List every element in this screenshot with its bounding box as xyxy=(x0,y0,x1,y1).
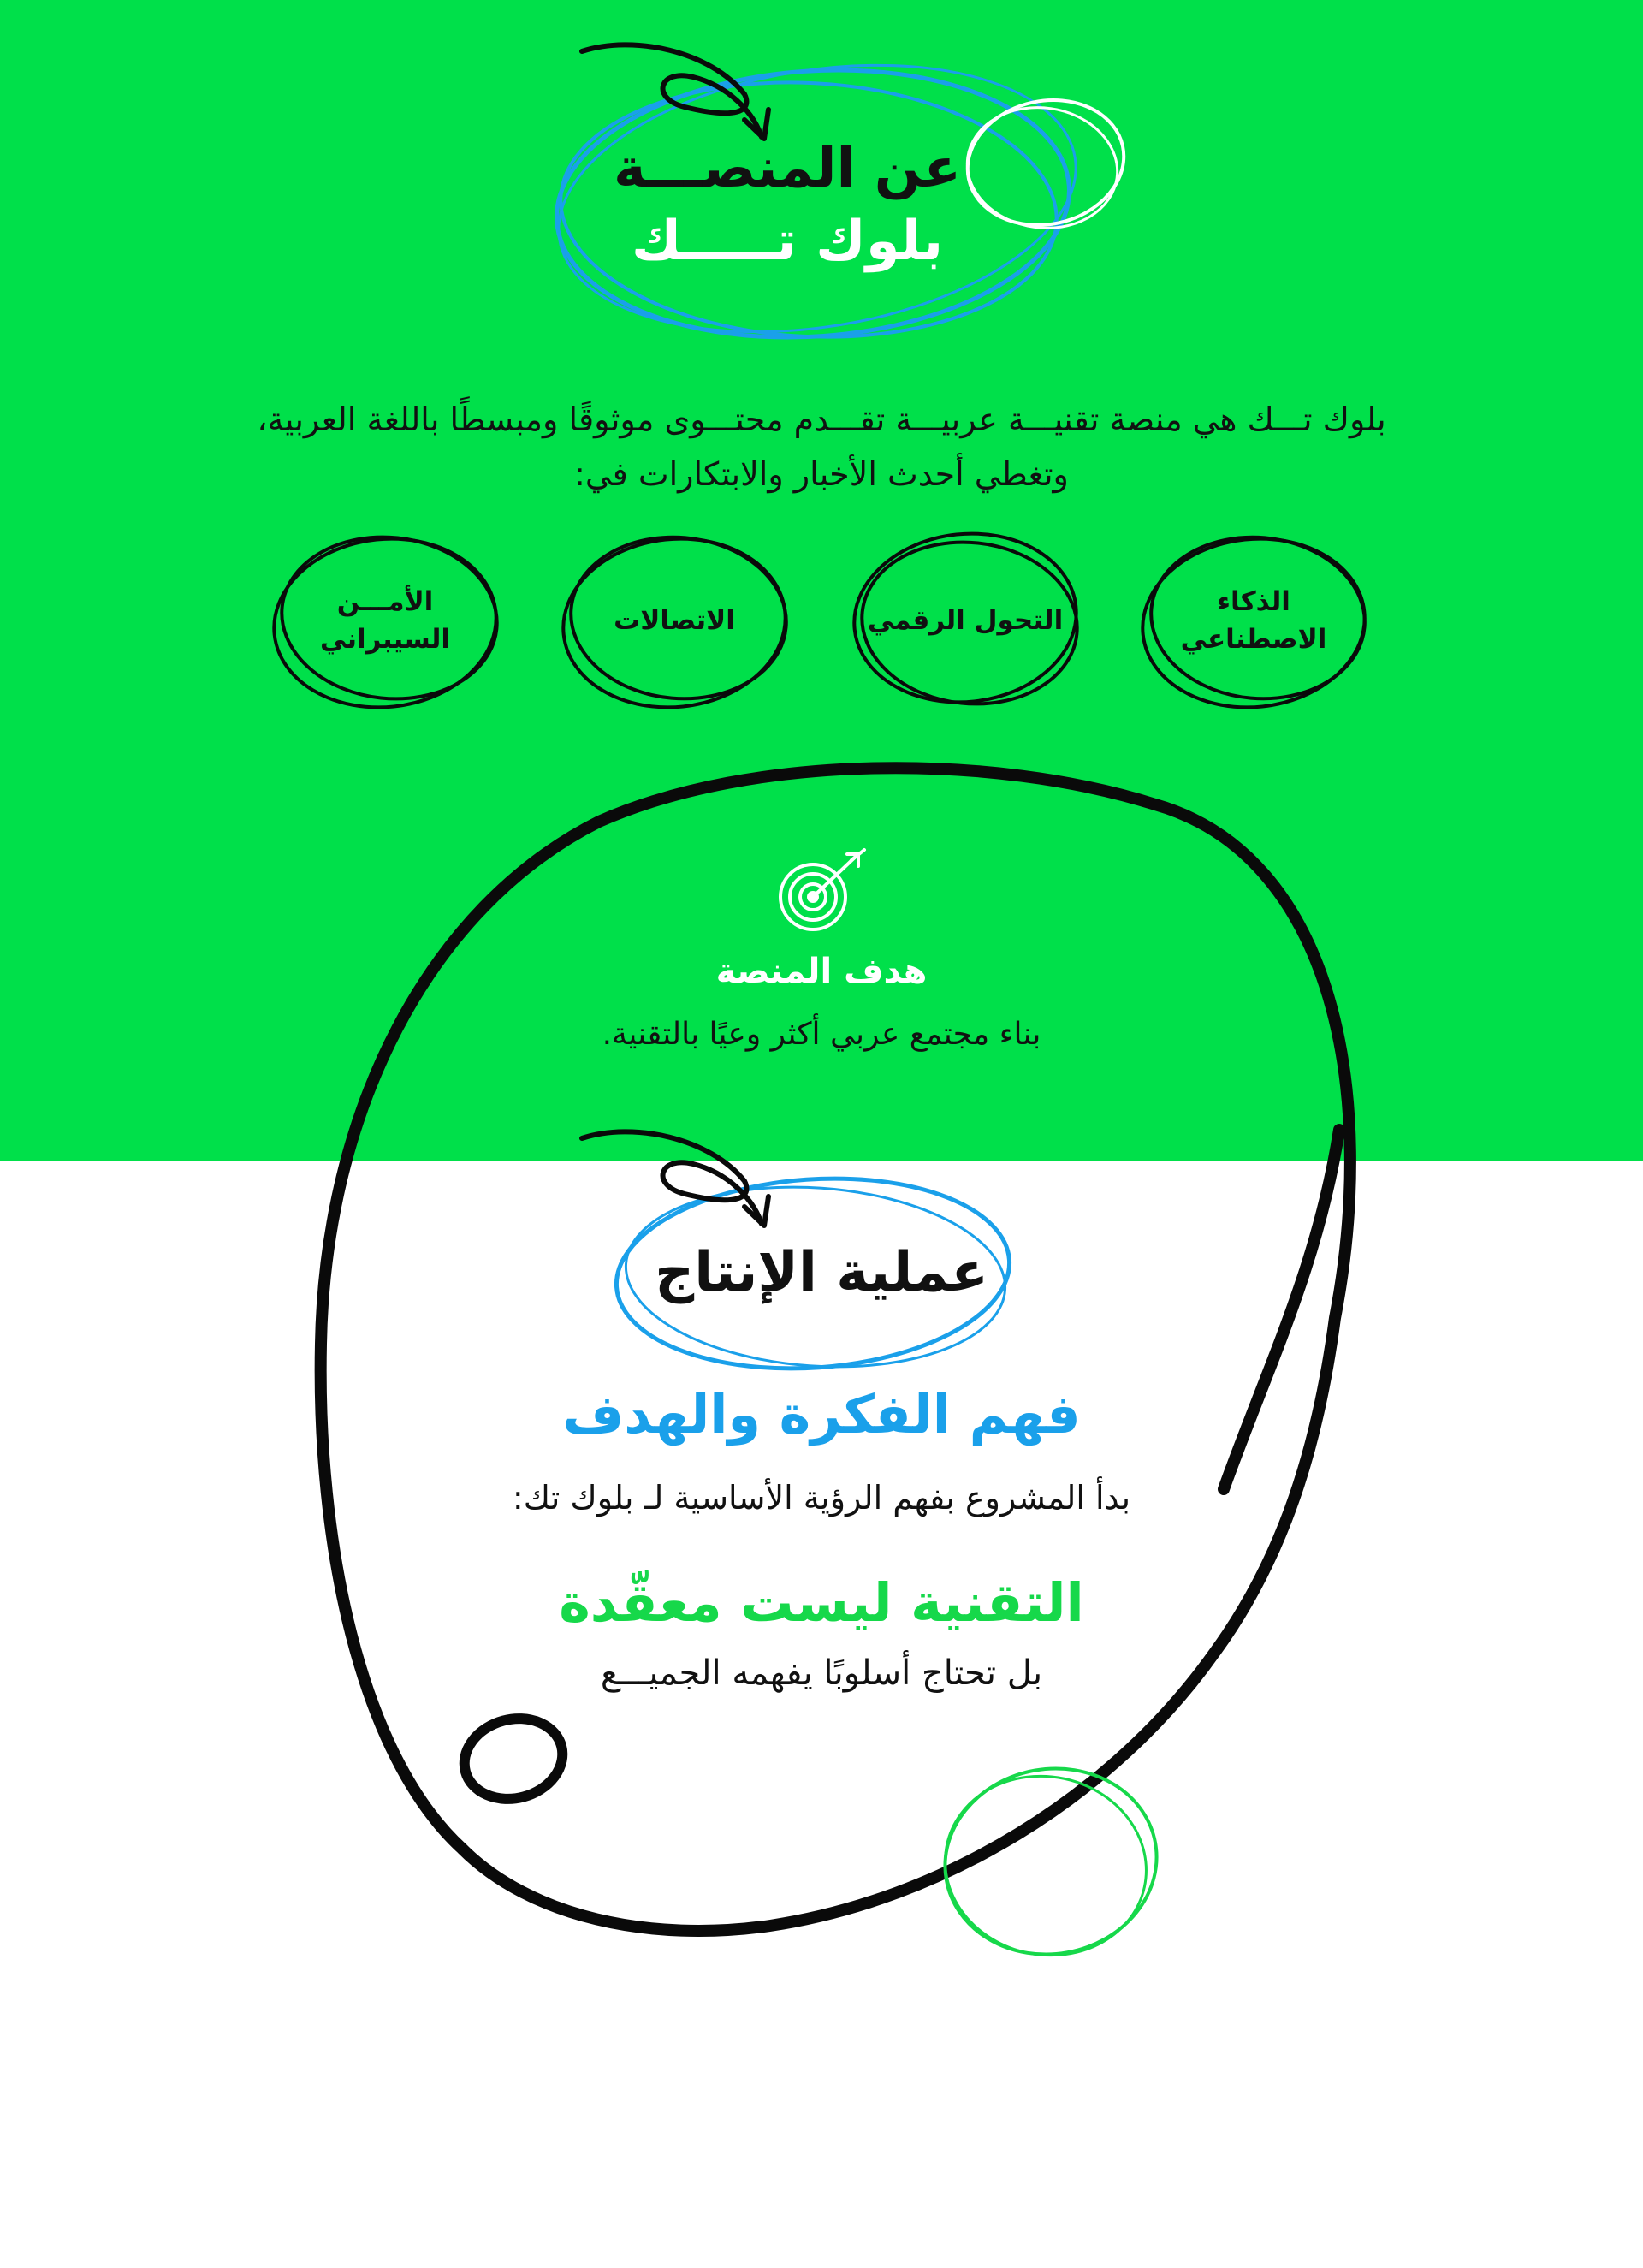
step2-title: التقنية ليست معقّدة xyxy=(559,1571,1084,1634)
page-title: عن المنصـــة xyxy=(613,137,962,200)
topic-label: التحول الرقمي xyxy=(867,605,1064,636)
topic-label: الاتصالات xyxy=(614,605,735,636)
green-scribble-1 xyxy=(930,1752,1171,1971)
small-loop-doodle xyxy=(455,1708,572,1810)
topic-digital-transformation xyxy=(863,556,1068,685)
brand-name: بلوك تـــــك xyxy=(631,210,944,273)
topic-cybersecurity xyxy=(282,556,488,685)
step1-title: فهم الفكرة والهدف xyxy=(562,1383,1081,1446)
goal-text: بناء مجتمع عربي أكثر وعيًا بالتقنية. xyxy=(602,1017,1041,1052)
topic-ai xyxy=(1151,556,1356,685)
topic-telecom xyxy=(572,556,777,685)
process-title: عملية الإنتاج xyxy=(655,1241,988,1304)
green-scribble-2 xyxy=(928,1758,1163,1974)
topic-label: الأمـــن السيبراني xyxy=(319,586,451,655)
topic-label: الذكاء الاصطناعي xyxy=(1180,586,1327,655)
goal-title: هدف المنصة xyxy=(715,952,928,991)
step1-text: بدأ المشروع بفهم الرؤية الأساسية لـ بلوك تك: xyxy=(512,1479,1131,1517)
step2-text: بل تحتاج أسلوبًا يفهمه الجميـــع xyxy=(600,1654,1043,1693)
intro-text: بلوك تـــك هي منصة تقنيـــة عربيـــة تقـــدم محتـــوى موثوقًا ومبسطًا باللغة العربية، وتغطي أحدث الأخبار والابتكارات في: xyxy=(257,401,1386,493)
